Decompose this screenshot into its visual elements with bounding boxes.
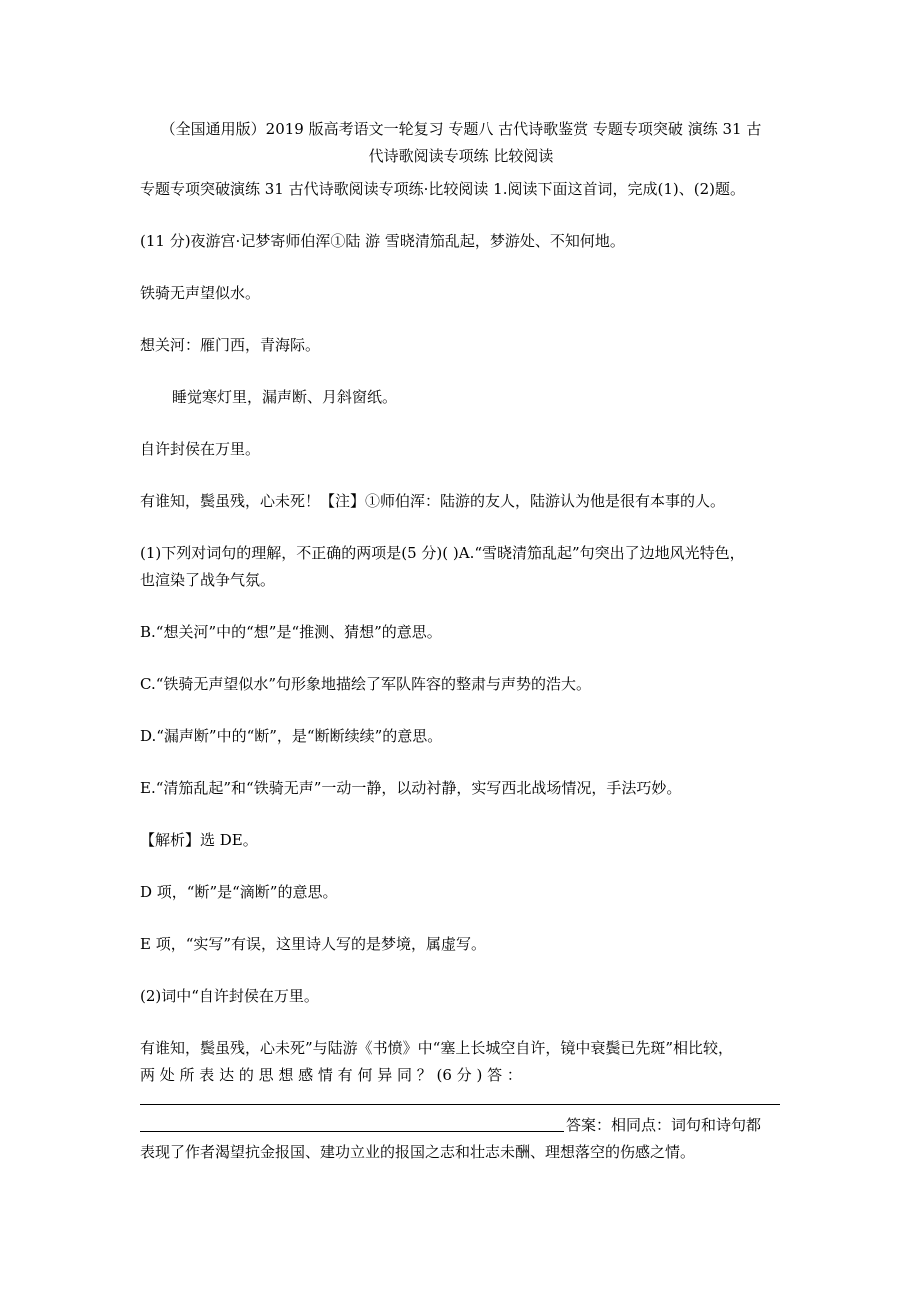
question-2-line-1: (2)词中“自许封侯在万里。 — [140, 987, 319, 1005]
poem-line-1: 铁骑无声望似水。 — [140, 284, 261, 302]
document-title — [140, 116, 782, 170]
answer-start: 答案：相同点：词句和诗句都 — [566, 1116, 762, 1134]
option-b: B.“想关河”中的“想”是“推测、猜想”的意思。 — [140, 623, 442, 641]
answer-continued: 表现了作者渴望抗金报国、建功立业的报国之志和壮志未酬、理想落空的伤感之情。 — [140, 1143, 696, 1161]
analysis-d: D 项，“断”是“滴断”的意思。 — [140, 883, 338, 901]
analysis-heading: 【解析】选 DE。 — [140, 831, 258, 849]
option-c: C.“铁骑无声望似水”句形象地描绘了军队阵容的整肃与声势的浩大。 — [140, 675, 592, 693]
poem-line-4: 自许封侯在万里。 — [140, 440, 261, 458]
question-2-line-2: 有谁知，鬓虽残，心未死”与陆游《书愤》中“塞上长城空自许，镜中衰鬓已先斑”相比较， — [140, 1039, 734, 1057]
answer-blank-line-2 — [140, 1131, 564, 1132]
question-2-line-3: 两 处 所 表 达 的 思 想 感 情 有 何 异 同 ？ (6 分 ) 答 ： — [140, 1066, 522, 1084]
title-line-1: （全国通用版）2019 版高考语文一轮复习 专题八 古代诗歌鉴赏 专题专项突破 演练 31 古 — [160, 120, 762, 138]
question-1-line-1: (1)下列对词句的理解，不正确的两项是(5 分)( )A.“雪晓清笳乱起”句突出了边地风光特色， — [140, 544, 745, 562]
poem-line-2: 想关河：雁门西，青海际。 — [140, 336, 321, 354]
option-e: E.“清笳乱起”和“铁骑无声”一动一静，以动衬静，实写西北战场情况，手法巧妙。 — [140, 779, 682, 797]
poem-line-3: 睡觉寒灯里，漏声断、月斜窗纸。 — [172, 388, 398, 406]
option-d: D.“漏声断”中的“断”，是“断断续续”的意思。 — [140, 727, 443, 745]
question-1-line-2: 也渲染了战争气氛。 — [140, 571, 276, 589]
analysis-e: E 项，“实写”有误，这里诗人写的是梦境，属虚写。 — [140, 935, 487, 953]
poem-line-5-with-note: 有谁知，鬓虽残，心未死！【注】①师伯浑：陆游的友人，陆游认为他是很有本事的人。 — [140, 492, 726, 510]
answer-blank-line-1 — [140, 1104, 780, 1105]
intro-paragraph: 专题专项突破演练 31 古代诗歌阅读专项练·比较阅读 1.阅读下面这首词，完成(1)、(2)题。 — [140, 180, 745, 198]
poem-heading: (11 分)夜游宫·记梦寄师伯浑①陆 游 雪晓清笳乱起，梦游处、不知何地。 — [140, 232, 625, 250]
title-line-2: 代诗歌阅读专项练 比较阅读 — [368, 147, 554, 165]
